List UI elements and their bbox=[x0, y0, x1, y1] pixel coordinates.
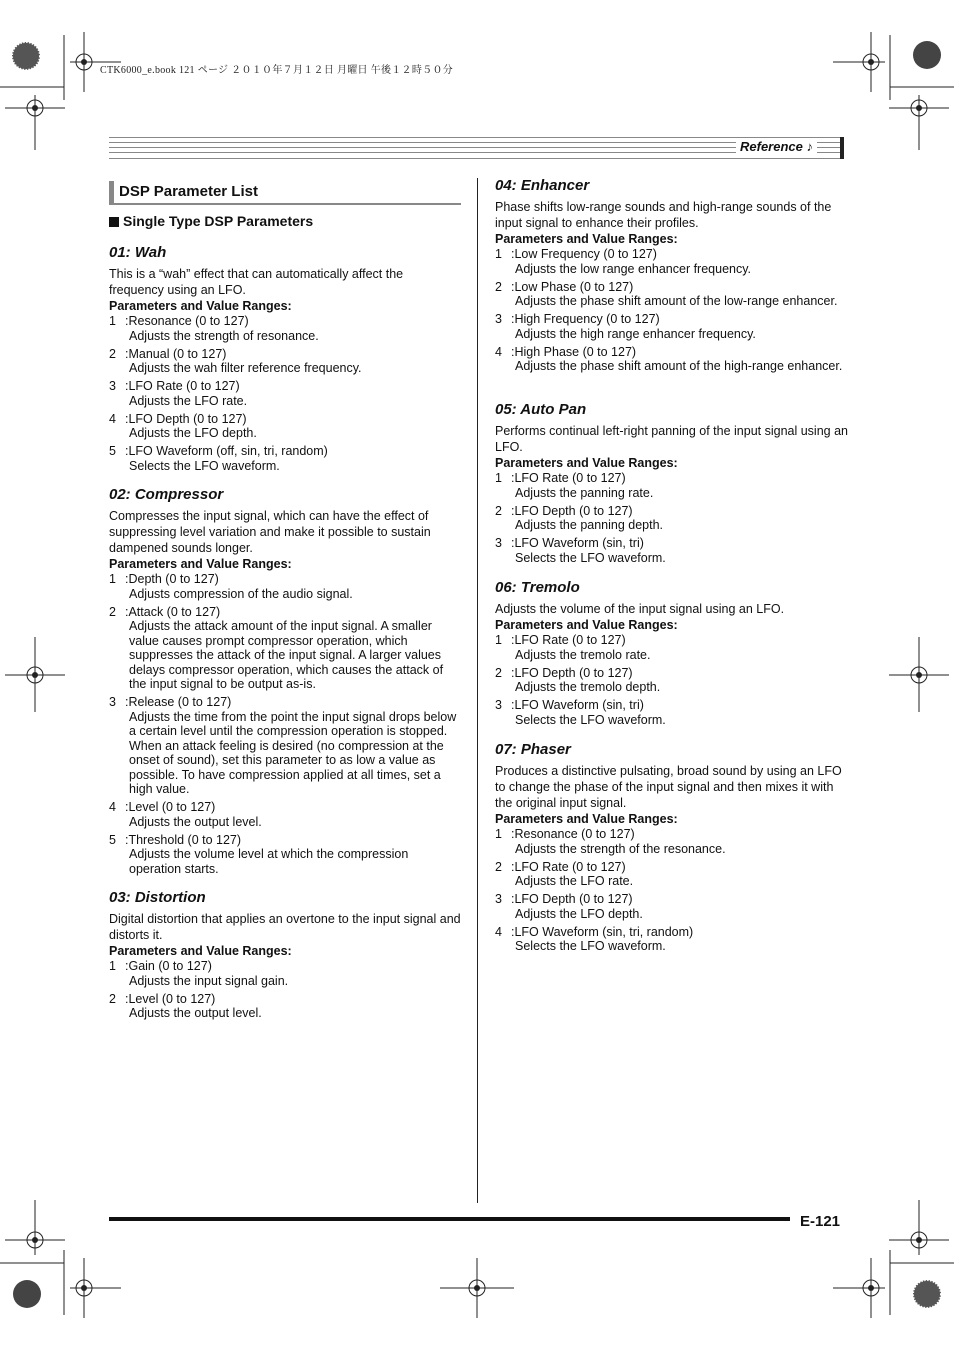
parameter-description: Adjusts the tremolo depth. bbox=[515, 680, 661, 694]
parameter-name: :Release (0 to 127) bbox=[125, 695, 232, 709]
effect-description: Produces a distinctive pulsating, broad sound by using an LFO to change the phase of the input signal and then mixes it with the original input signal. bbox=[495, 764, 842, 810]
parameter-number: 2 bbox=[495, 279, 502, 294]
parameter-item bbox=[495, 471, 850, 500]
parameter-description: Adjusts the high range enhancer frequency. bbox=[515, 326, 756, 341]
parameter-name: :LFO Waveform (sin, tri, random) bbox=[511, 924, 694, 939]
color-wheel-bottom-right bbox=[913, 1280, 941, 1308]
parameter-description: Adjusts the LFO rate. bbox=[129, 393, 248, 408]
parameter-name: :Level (0 to 127) bbox=[125, 800, 216, 814]
params-label: Parameters and Value Ranges: bbox=[109, 944, 292, 958]
parameter-name: :LFO Waveform (sin, tri) bbox=[511, 698, 644, 712]
parameter-description: Adjusts the volume level at which the compression operation starts. bbox=[129, 847, 409, 876]
parameter-item bbox=[495, 345, 850, 374]
footer-rule bbox=[109, 1217, 790, 1221]
parameter-description: Adjusts the phase shift amount of the low-range enhancer. bbox=[515, 294, 838, 308]
parameter-item bbox=[495, 925, 850, 954]
parameter-name: :Threshold (0 to 127) bbox=[125, 832, 242, 847]
parameter-item bbox=[495, 247, 850, 276]
crosshair-left-lower bbox=[5, 1200, 65, 1255]
params-label: Parameters and Value Ranges: bbox=[495, 232, 678, 246]
parameter-description: Selects the LFO waveform. bbox=[515, 550, 666, 565]
header-bar bbox=[840, 137, 844, 159]
parameter-number: 1 bbox=[495, 471, 502, 485]
parameter-number: 1 bbox=[495, 633, 502, 647]
crosshair-right-lower bbox=[889, 1200, 949, 1255]
color-wheel-top-left bbox=[12, 42, 40, 70]
effect-title: 05: Auto Pan bbox=[495, 401, 587, 418]
parameter-item bbox=[109, 572, 461, 601]
parameter-number: 2 bbox=[495, 503, 502, 518]
parameter-name: :LFO Rate (0 to 127) bbox=[511, 859, 626, 874]
parameter-name: :Depth (0 to 127) bbox=[125, 572, 219, 586]
parameter-description: Adjusts the strength of resonance. bbox=[129, 328, 319, 343]
parameter-number: 2 bbox=[109, 604, 116, 619]
square-bullet-icon bbox=[109, 217, 119, 227]
parameter-number: 4 bbox=[495, 344, 502, 359]
parameter-name: :Low Phase (0 to 127) bbox=[511, 279, 634, 294]
parameter-description: Adjusts the time from the point the input signal drops below a certain level until the compression operation is stopped. When an attack feeling is desired (no compression at the onset of sound), set this parameter to as low a value as possible. To have compression applied at all times, set a high value. bbox=[129, 709, 457, 796]
parameter-description: Adjusts the LFO depth. bbox=[129, 426, 257, 440]
parameter-item bbox=[495, 666, 850, 695]
parameter-number: 4 bbox=[109, 800, 116, 814]
effect-description: Phase shifts low-range sounds and high-range sounds of the input signal to enhance their profiles. bbox=[495, 200, 832, 230]
parameter-number: 2 bbox=[109, 991, 116, 1006]
parameter-item bbox=[495, 504, 850, 533]
parameter-number: 1 bbox=[495, 827, 502, 841]
parameter-name: :LFO Waveform (sin, tri) bbox=[511, 536, 644, 550]
crosshair-bottom-right bbox=[833, 1258, 885, 1318]
parameter-item bbox=[109, 314, 461, 343]
effect-description: This is a “wah” effect that can automatically affect the frequency using an LFO. bbox=[109, 267, 404, 297]
parameter-name: :Manual (0 to 127) bbox=[125, 346, 227, 361]
effect-04-enhancer bbox=[495, 177, 850, 377]
parameter-description: Adjusts the panning rate. bbox=[515, 485, 654, 500]
parameter-number: 1 bbox=[495, 247, 502, 261]
parameter-description: Adjusts the output level. bbox=[129, 1006, 262, 1020]
effect-title: 06: Tremolo bbox=[495, 579, 580, 596]
parameter-name: :High Phase (0 to 127) bbox=[511, 344, 637, 359]
parameter-description: Adjusts the output level. bbox=[129, 814, 262, 829]
parameter-name: :Gain (0 to 127) bbox=[125, 959, 212, 973]
parameter-number: 3 bbox=[495, 312, 502, 326]
effect-description: Compresses the input signal, which can have the effect of suppressing level variation and make it possible to sustain dampened sounds longer. bbox=[109, 509, 431, 555]
parameter-number: 2 bbox=[109, 346, 116, 361]
effect-title: 04: Enhancer bbox=[495, 177, 590, 194]
parameter-name: :Level (0 to 127) bbox=[125, 991, 216, 1006]
parameter-item bbox=[495, 698, 850, 727]
subheading: Single Type DSP Parameters bbox=[109, 213, 313, 229]
parameter-item bbox=[495, 827, 850, 856]
params-label: Parameters and Value Ranges: bbox=[495, 456, 678, 470]
parameter-number: 1 bbox=[109, 572, 116, 586]
color-wheel-top-right bbox=[913, 41, 941, 69]
parameter-name: :LFO Depth (0 to 127) bbox=[511, 503, 633, 518]
music-note-icon: ♪ bbox=[806, 139, 813, 154]
crosshair-top-right bbox=[833, 32, 885, 92]
effect-05-auto-pan bbox=[495, 401, 850, 569]
effect-title: 07: Phaser bbox=[495, 741, 571, 758]
parameter-item bbox=[109, 992, 461, 1021]
color-wheel-bottom-left bbox=[13, 1280, 41, 1308]
parameter-number: 3 bbox=[495, 536, 502, 550]
parameter-name: :Resonance (0 to 127) bbox=[511, 827, 635, 841]
parameter-description: Adjusts the LFO depth. bbox=[515, 906, 643, 921]
parameter-item bbox=[109, 347, 461, 376]
crosshair-right-upper bbox=[889, 95, 949, 150]
parameter-description: Adjusts the phase shift amount of the high-range enhancer. bbox=[515, 359, 843, 373]
effect-title: 02: Compressor bbox=[109, 486, 224, 503]
effect-description: Performs continual left-right panning of the input signal using an LFO. bbox=[495, 424, 848, 454]
parameter-number: 5 bbox=[109, 832, 116, 847]
parameter-name: :Attack (0 to 127) bbox=[125, 604, 221, 619]
parameter-item bbox=[109, 412, 461, 441]
section-title: DSP Parameter List bbox=[109, 181, 461, 205]
effect-02-compressor bbox=[109, 486, 461, 880]
parameter-number: 4 bbox=[495, 924, 502, 939]
parameter-description: Adjusts the LFO rate. bbox=[515, 874, 634, 888]
parameter-name: :LFO Waveform (off, sin, tri, random) bbox=[125, 444, 328, 458]
parameter-item bbox=[109, 959, 461, 988]
parameter-number: 3 bbox=[495, 892, 502, 906]
effect-description: Adjusts the volume of the input signal using an LFO. bbox=[495, 602, 785, 616]
parameter-number: 1 bbox=[109, 314, 116, 328]
parameter-name: :LFO Depth (0 to 127) bbox=[511, 665, 633, 680]
header-section-label: Reference ♪ bbox=[736, 139, 817, 154]
effect-07-phaser bbox=[495, 741, 850, 957]
parameter-number: 3 bbox=[495, 698, 502, 712]
parameter-description: Selects the LFO waveform. bbox=[129, 458, 280, 473]
page-header bbox=[109, 137, 844, 159]
effect-06-tremolo bbox=[495, 579, 850, 731]
params-label: Parameters and Value Ranges: bbox=[495, 812, 678, 826]
column-divider bbox=[477, 178, 478, 1203]
parameter-item bbox=[495, 536, 850, 565]
parameter-description: Selects the LFO waveform. bbox=[515, 712, 666, 727]
parameter-name: :High Frequency (0 to 127) bbox=[511, 312, 660, 326]
parameter-item bbox=[109, 379, 461, 408]
crosshair-bottom-left bbox=[70, 1258, 121, 1318]
parameter-name: :LFO Rate (0 to 127) bbox=[511, 633, 626, 647]
parameter-number: 3 bbox=[109, 695, 116, 709]
parameter-item bbox=[109, 695, 461, 797]
parameter-item bbox=[495, 633, 850, 662]
print-info: CTK6000_e.book 121 ページ ２０１０年７月１２日 月曜日 午後１２時５０分 bbox=[100, 65, 454, 76]
effect-description: Digital distortion that applies an overtone to the input signal and distorts it. bbox=[109, 912, 461, 942]
parameter-number: 2 bbox=[495, 859, 502, 874]
params-label: Parameters and Value Ranges: bbox=[109, 299, 292, 313]
parameter-name: :LFO Rate (0 to 127) bbox=[511, 471, 626, 485]
parameter-name: :LFO Depth (0 to 127) bbox=[125, 411, 247, 426]
params-label: Parameters and Value Ranges: bbox=[495, 618, 678, 632]
parameter-number: 1 bbox=[109, 959, 116, 973]
parameter-number: 4 bbox=[109, 411, 116, 426]
effect-title: 03: Distortion bbox=[109, 889, 206, 906]
parameter-description: Adjusts the tremolo rate. bbox=[515, 647, 651, 662]
parameter-item bbox=[109, 605, 461, 692]
parameter-item bbox=[495, 280, 850, 309]
parameter-name: :LFO Rate (0 to 127) bbox=[125, 379, 240, 393]
parameter-item bbox=[495, 892, 850, 921]
parameter-description: Adjusts the attack amount of the input signal. A smaller value causes prompt compressor operation, which suppresses the attack of the input signal. A larger values delays compressor operation, which causes the attack of the input signal to be output as-is. bbox=[129, 619, 444, 691]
parameter-item bbox=[495, 860, 850, 889]
parameter-name: :LFO Depth (0 to 127) bbox=[511, 892, 633, 906]
effect-title: 01: Wah bbox=[109, 244, 167, 261]
parameter-item bbox=[109, 444, 461, 473]
parameter-name: :Low Frequency (0 to 127) bbox=[511, 247, 657, 261]
parameter-item bbox=[109, 800, 461, 829]
parameter-name: :Resonance (0 to 127) bbox=[125, 314, 249, 328]
effect-01-wah bbox=[109, 244, 461, 477]
effect-03-distortion bbox=[109, 889, 461, 1024]
parameter-description: Adjusts the low range enhancer frequency. bbox=[515, 261, 752, 276]
parameter-description: Adjusts the panning depth. bbox=[515, 518, 664, 532]
parameter-description: Adjusts the wah filter reference frequency. bbox=[129, 361, 362, 375]
parameter-number: 3 bbox=[109, 379, 116, 393]
parameter-description: Adjusts the strength of the resonance. bbox=[515, 841, 726, 856]
parameter-description: Adjusts compression of the audio signal. bbox=[129, 586, 353, 601]
parameter-number: 5 bbox=[109, 444, 116, 458]
parameter-description: Adjusts the input signal gain. bbox=[129, 973, 289, 988]
parameter-item bbox=[495, 312, 850, 341]
params-label: Parameters and Value Ranges: bbox=[109, 557, 292, 571]
parameter-number: 2 bbox=[495, 665, 502, 680]
parameter-item bbox=[109, 833, 461, 877]
page-number: E-121 bbox=[800, 1213, 841, 1230]
parameter-description: Selects the LFO waveform. bbox=[515, 939, 666, 953]
crosshair-left-upper bbox=[5, 95, 65, 150]
